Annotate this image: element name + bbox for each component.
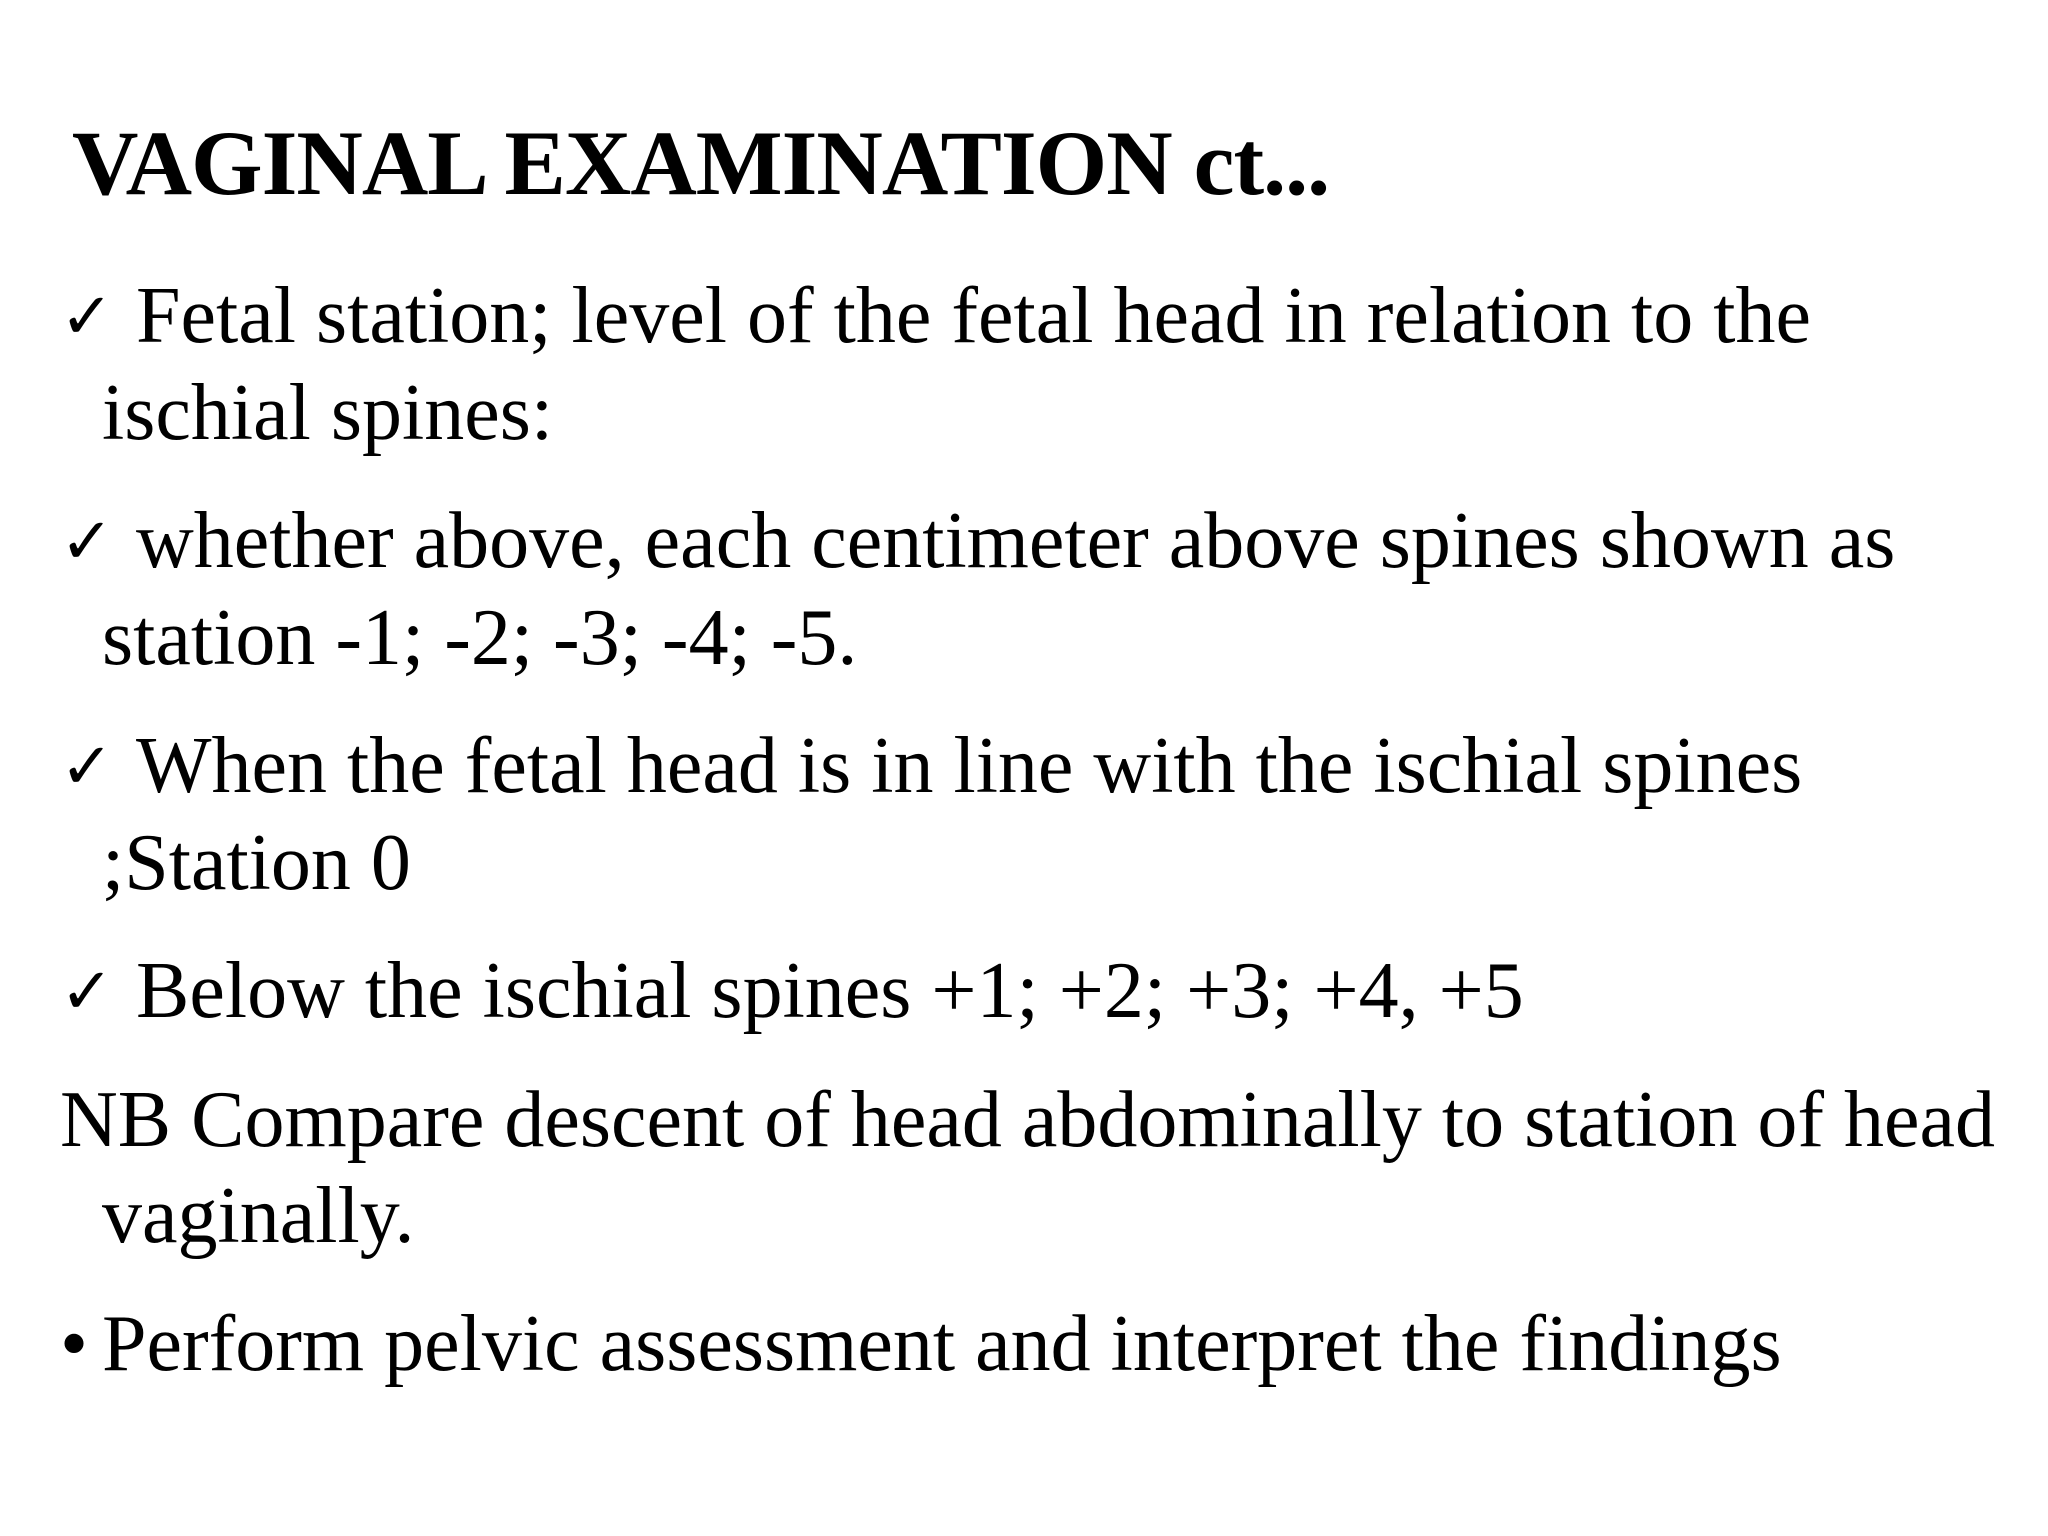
note-item: [60, 1072, 2020, 1264]
list-item: [60, 943, 2020, 1040]
list-item-text: whether above, each centimeter above spines shown as station -1; -2; -3; -4; -5.: [102, 497, 1896, 682]
checkmark-icon: ✓: [60, 280, 114, 354]
list-item-text: Below the ischial spines +1; +2; +3; +4, +5: [136, 947, 1524, 1035]
list-item: [60, 268, 2020, 461]
list-item: [60, 718, 2020, 911]
list-item: [60, 1296, 2020, 1392]
list-item-text: Perform pelvic assessment and interpret the findings: [102, 1300, 1782, 1388]
checkmark-icon: ✓: [60, 955, 114, 1029]
list-item-text: Fetal station; level of the fetal head in relation to the ischial spines:: [102, 272, 1811, 457]
checkmark-icon: ✓: [60, 505, 114, 579]
list-item-text: When the fetal head is in line with the ischial spines ;Station 0: [102, 722, 1803, 907]
list-item: [60, 493, 2020, 686]
note-text: NB Compare descent of head abdominally to station of head vaginally.: [60, 1076, 1996, 1260]
bullet-icon: •: [60, 1300, 89, 1388]
slide-body-list: [60, 268, 2020, 1424]
checkmark-icon: ✓: [60, 730, 114, 804]
slide-title: VAGINAL EXAMINATION ct...: [72, 112, 1330, 214]
